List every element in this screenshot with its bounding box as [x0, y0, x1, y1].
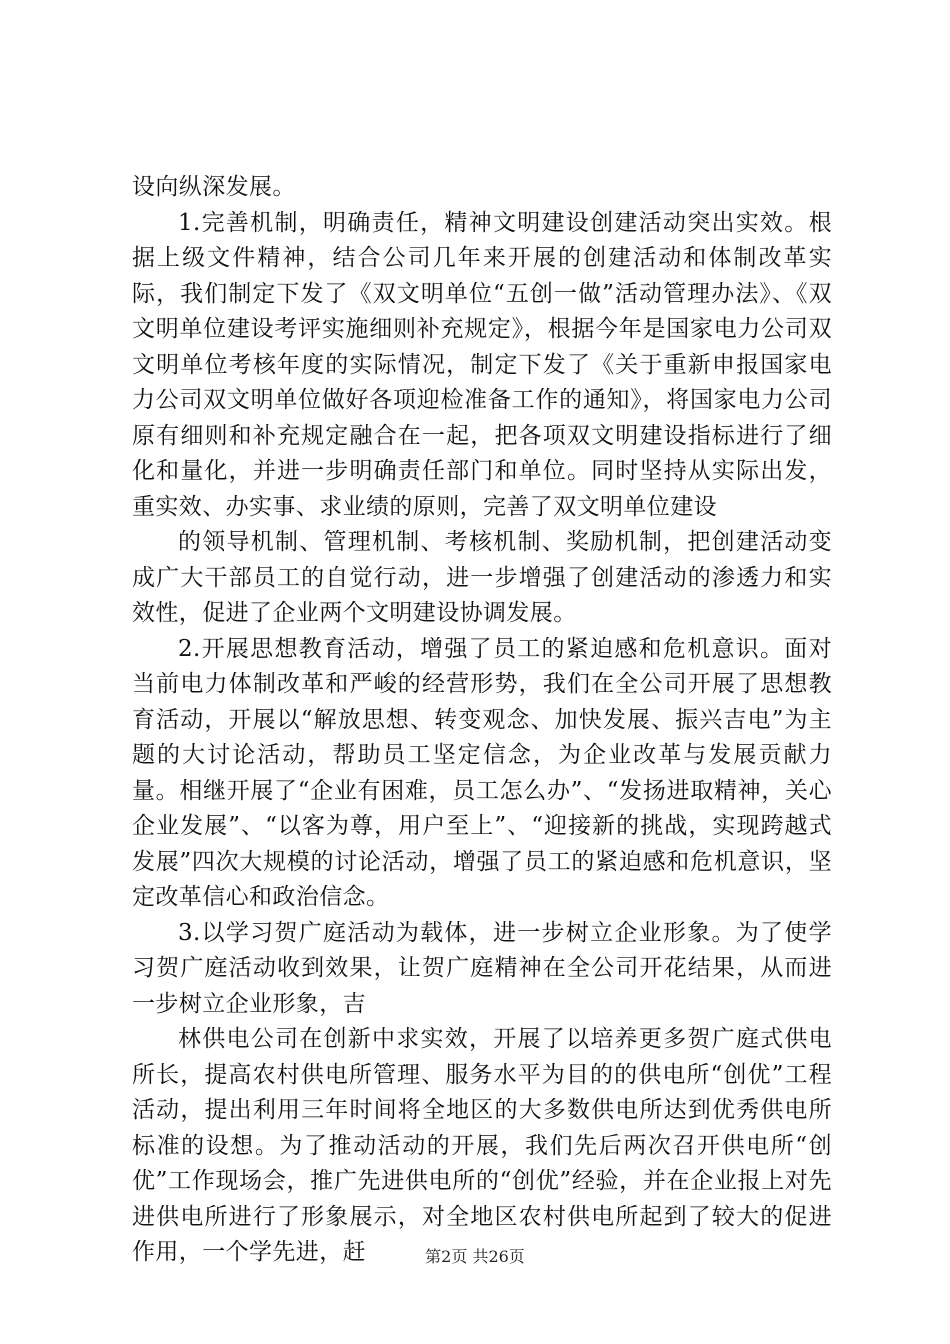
paragraph-item-1-continued: 的领导机制、管理机制、考核机制、奖励机制，把创建活动变成广大干部员工的自觉行动，进一步增强了创建活动的渗透力和实效性，促进了企业两个文明建设协调发展。 [132, 529, 832, 626]
page-number-footer: 第2页 共26页 [425, 1247, 525, 1266]
document-body [132, 170, 832, 1271]
paragraph-item-3-continued: 林供电公司在创新中求实效，开展了以培养更多贺广庭式供电所长，提高农村供电所管理、服务水平为目的的供电所“创优”工程活动，提出利用三年时间将全地区的大多数供电所达到优秀供电所标准的设想。为了推动活动的开展，我们先后两次召开供电所“创优”工作现场会，推广先进供电所的“创优”经验，并在企业报上对先进供电所进行了形象展示，对全地区农村供电所起到了较大的促进作用，一个学先进，赶 [132, 1026, 832, 1265]
paragraph-item-2: 2.开展思想教育活动，增强了员工的紧迫感和危机意识。面对当前电力体制改革和严峻的经营形势，我们在全公司开展了思想教育活动，开展以“解放思想、转变观念、加快发展、振兴吉电”为主题的大讨论活动，帮助员工坚定信念，为企业改革与发展贡献力量。相继开展了“企业有困难，员工怎么办”、“发扬进取精神，关心企业发展”、“以客为尊，用户至上”、“迎接新的挑战，实现跨越式发展”四次大规模的讨论活动，增强了员工的紧迫感和危机意识，坚定改革信心和政治信念。 [132, 635, 832, 910]
paragraph-item-3: 3.以学习贺广庭活动为载体，进一步树立企业形象。为了使学习贺广庭活动收到效果，让贺广庭精神在全公司开花结果，从而进一步树立企业形象，吉 [132, 919, 832, 1017]
paragraph-item-1: 1.完善机制，明确责任，精神文明建设创建活动突出实效。根据上级文件精神，结合公司几年来开展的创建活动和体制改革实际，我们制定下发了《双文明单位“五创一做”活动管理办法》、《双文明单位建设考评实施细则补充规定》，根据今年是国家电力公司双文明单位考核年度的实际情况，制定下发了《关于重新申报国家电力公司双文明单位做好各项迎检准备工作的通知》，将国家电力公司原有细则和补充规定融合在一起，把各项双文明建设指标进行了细化和量化，并进一步明确责任部门和单位。同时坚持从实际出发，重实效、办实事、求业绩的原则，完善了双文明单位建设 [132, 209, 832, 520]
paragraph-continuation: 设向纵深发展。 [132, 174, 296, 200]
